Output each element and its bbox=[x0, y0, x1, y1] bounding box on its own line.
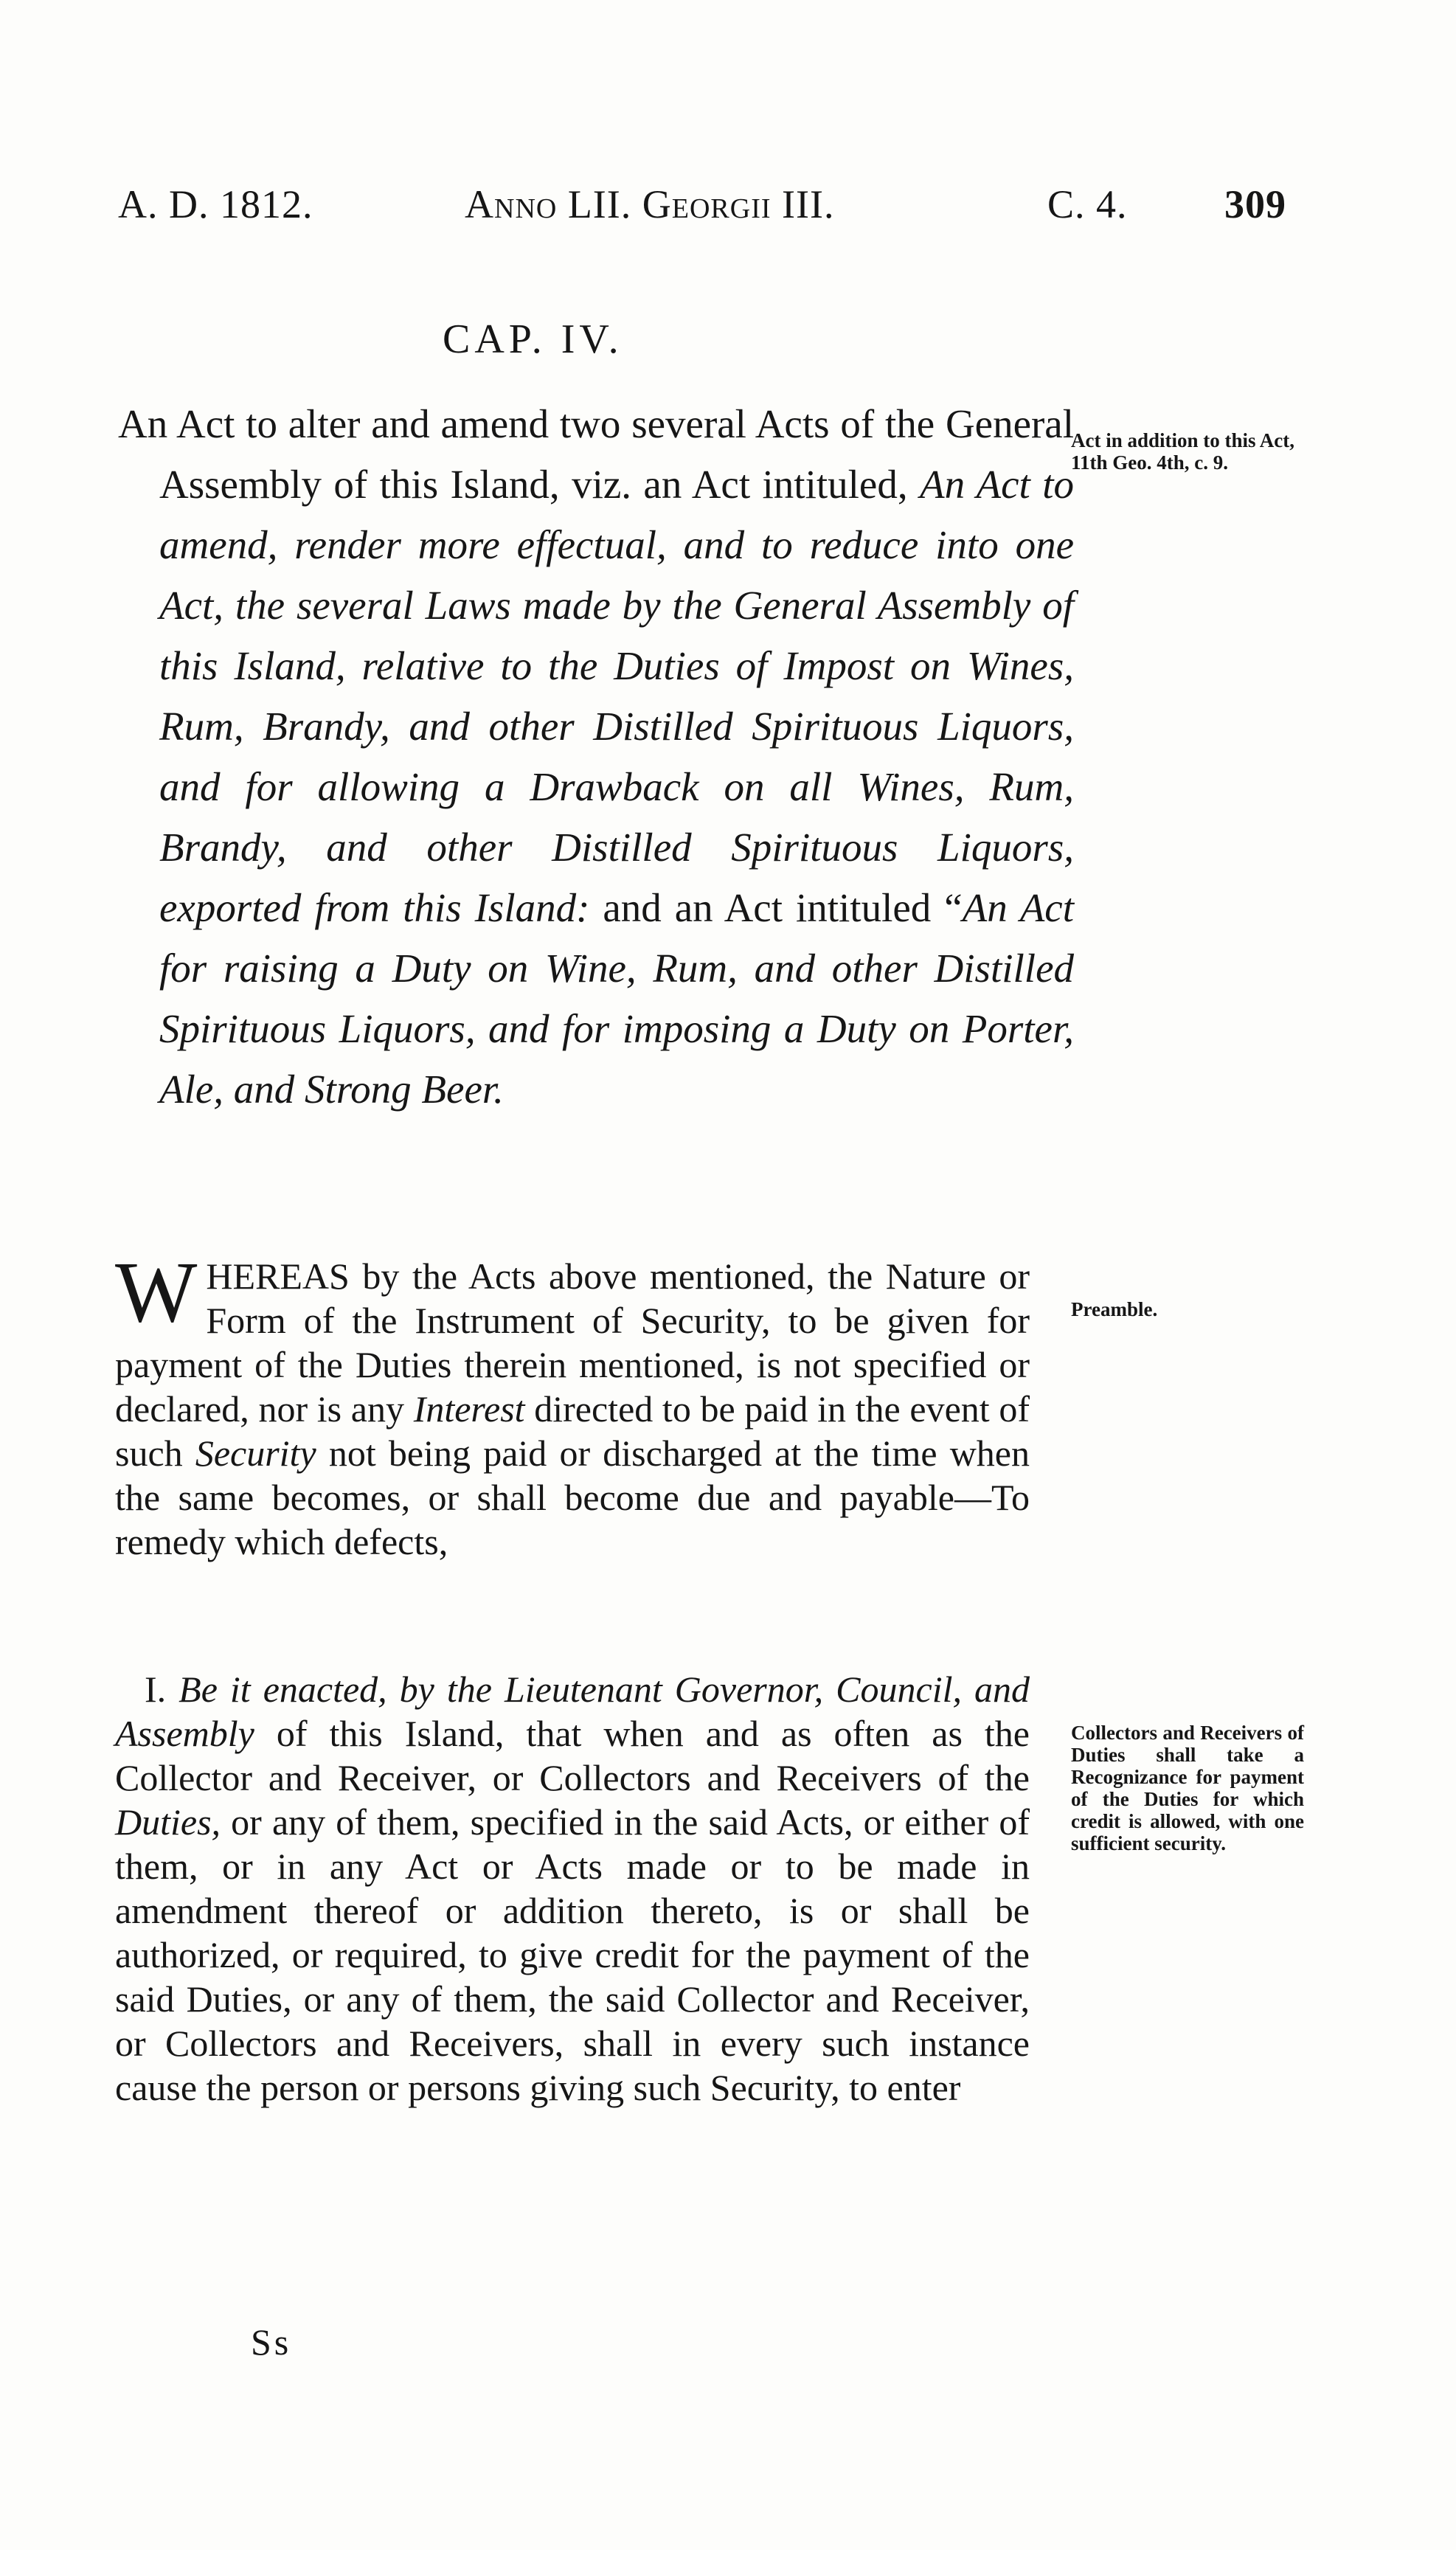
preamble-interest: Interest bbox=[413, 1388, 525, 1430]
header-chapter: C. 4. bbox=[1047, 182, 1128, 226]
header-year: A. D. 1812. bbox=[118, 182, 313, 226]
page-number: 309 bbox=[1224, 182, 1286, 226]
margin-note-preamble: Preamble. bbox=[1071, 1298, 1158, 1320]
section-duties: Duties, bbox=[115, 1801, 221, 1843]
section-text-2: or any of them, specified in the said Acts, or either of them, or in any Act or Acts made or to be made in amendment thereof or addition thereto, is or shall be authorized, or required, to give credit for the payment of the said Duties, or any of them, the said Collector and Receiver, or Collectors and Receivers, shall in every such instance cause the person or persons giving such Security, to enter bbox=[115, 1801, 1030, 2108]
preamble-security: Security bbox=[195, 1432, 316, 1474]
section-text-1: of this Island, that when and as often as the Collector and Receiver, or Collectors and Receivers of the bbox=[115, 1713, 1030, 1798]
preamble-text-1: HEREAS by the Acts above mentioned, the Nature or Form of the Instrument of Security, to be given for payment of the Duties therein mentioned, is not specified or declared, nor is any bbox=[115, 1255, 1030, 1430]
header-reign: Anno LII. Georgii III. bbox=[465, 182, 835, 226]
act-title bbox=[118, 394, 1074, 1120]
preamble-paragraph bbox=[115, 1244, 1030, 1564]
title-act-one: An Act to amend, render more effectual, and to reduce into one Act, the several Laws made by the General Assembly of this Island, relative to the Duties of Impost on Wines, Rum, Brandy, and other Distilled Spirituous Liquors, and for allowing a Drawback on all Wines, Rum, Brandy, and other Distilled Spirituous Liquors, exported from this Island: bbox=[159, 462, 1075, 930]
title-mid: and an Act intituled “ bbox=[603, 885, 963, 930]
preamble-text-3: not being paid or discharged at the time when the same becomes, or shall become due and payable—To remedy which defects, bbox=[115, 1432, 1030, 1562]
margin-note-addition: Act in addition to this Act, 11th Geo. 4th, c. 9. bbox=[1071, 429, 1295, 474]
margin-note-collectors: Collectors and Receivers of Duties shall take a Recognizance for payment of the Duties for which credit is allowed, with one sufficient security. bbox=[1071, 1722, 1304, 1854]
title-lead: An Act to alter and amend two several Acts of the General Assembly of this Island, viz. an Act intituled, bbox=[118, 401, 1074, 507]
section-number: I. bbox=[145, 1669, 167, 1710]
drop-cap: W bbox=[115, 1244, 198, 1340]
section-one-paragraph bbox=[115, 1667, 1030, 2110]
enacting-clause: Be it enacted, by the Lieutenant Governor, Council, and Assembly bbox=[115, 1669, 1030, 1754]
signature-mark: Ss bbox=[251, 2321, 292, 2363]
chapter-heading: CAP. IV. bbox=[443, 316, 623, 362]
running-header bbox=[118, 181, 1320, 233]
title-act-two: An Act for raising a Duty on Wine, Rum, and other Distilled Spirituous Liquors, and for imposing a Duty on Porter, Ale, and Strong Beer. bbox=[159, 885, 1074, 1112]
preamble-text-2: directed to be paid in the event of such bbox=[115, 1388, 1030, 1474]
